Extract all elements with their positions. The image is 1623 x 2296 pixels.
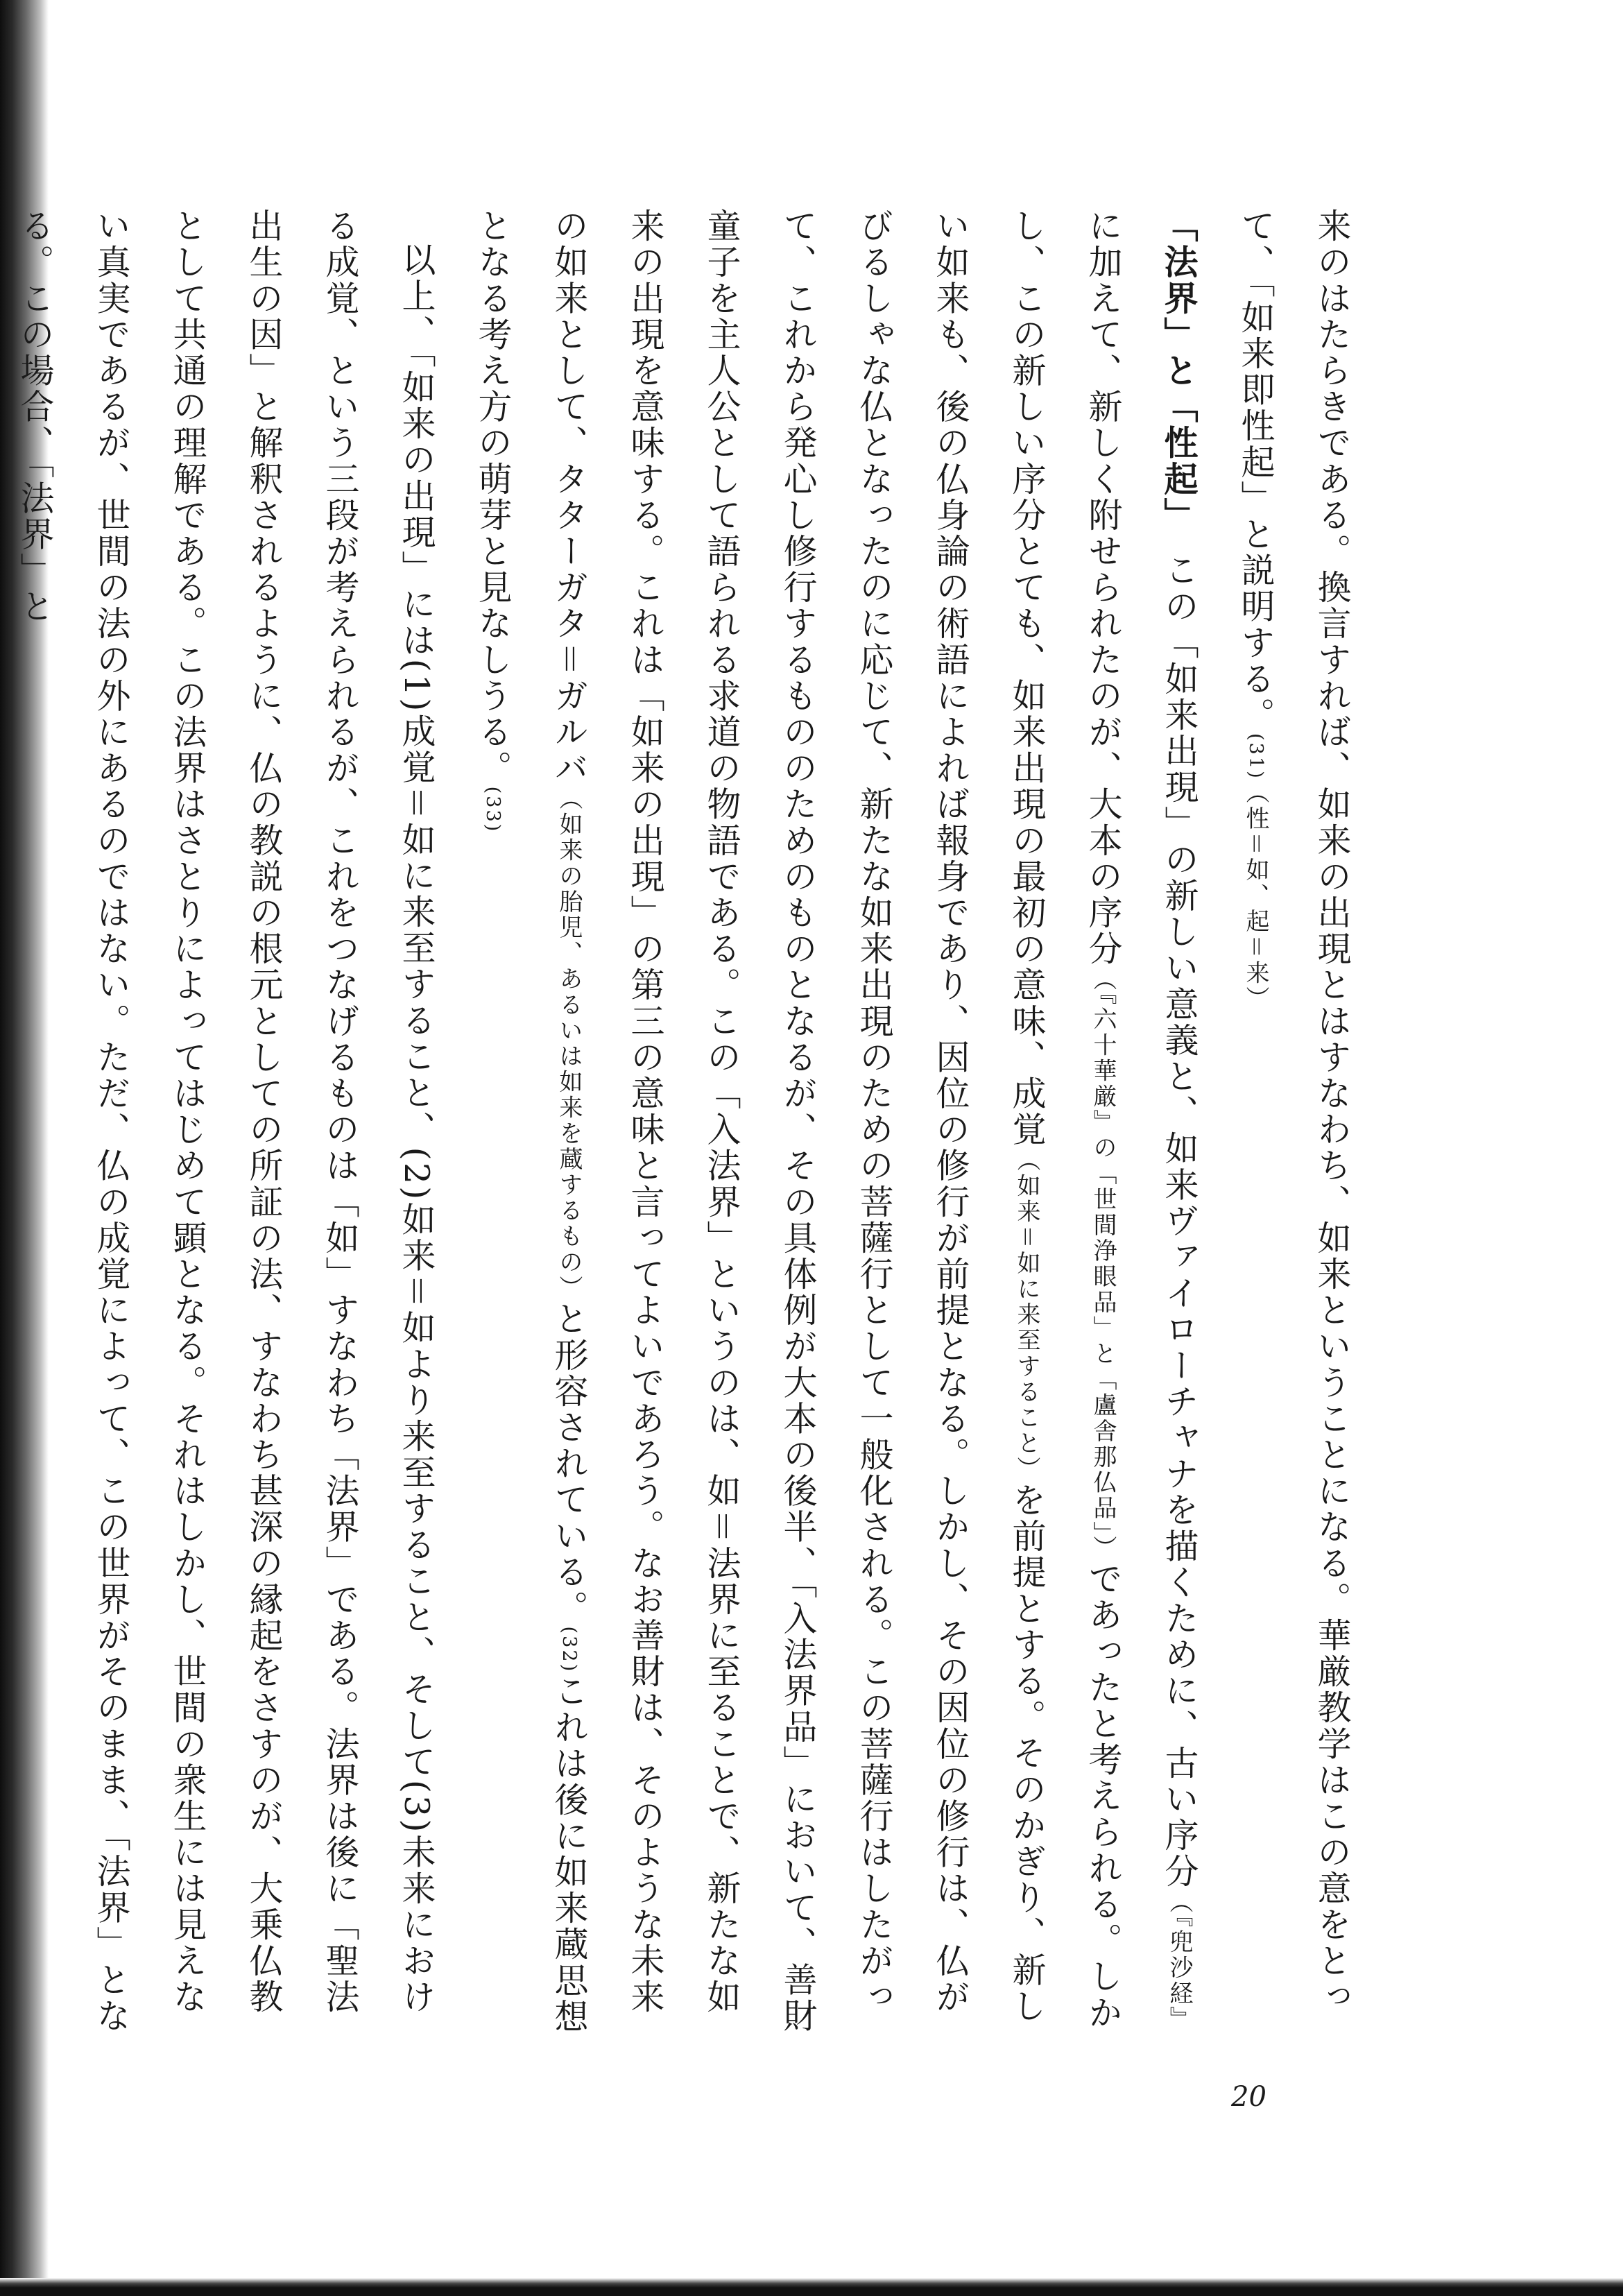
footnote-marker: (33)	[482, 786, 504, 834]
footnote-marker: (32)	[558, 1626, 580, 1674]
paragraph-p1	[1217, 208, 1370, 2039]
inline-gloss: （如来＝如に来至すること）	[1013, 1147, 1040, 1482]
inline-gloss: （『兜沙経』	[1165, 1890, 1193, 2032]
text-run: これは後に如来蔵思想となる考え方の萌芽と見なしうる。	[473, 208, 589, 2035]
text-run: であったと考えられる。しかし、この新しい序分とても、如来出現の最初の意味、成覚	[1007, 208, 1123, 2031]
text-run: に加えて、新しく附せられたのが、大本の序分	[1083, 208, 1123, 968]
text-run: を前提とする。そのかぎり、新しい如来も、後の仏身論の術語によれば報身であり、因位の修行が前提となる。しかし、その因位の修行は、仏がびるしゃな仏となったのに応じて、新たな如来出現のための菩薩行として一般化される。この菩薩行はしたがって、これから発心し修行するもののためのものとなるが、その具体例が大本の後半、「入法界品」において、善財童子を主人公として語られる求道の物語である。この「入法界」というのは、如＝法界に至ることで、新たな如来の出現を意味する。これは「如来の出現」の第三の意味と言ってよいであろう。なお善財は、そのような未来の如来として、タターガタ＝ガルバ	[549, 208, 1047, 2034]
paragraph-p3	[0, 208, 454, 2039]
text-run: と形容されている。	[549, 1301, 589, 1627]
paragraph-p2	[454, 208, 1217, 2039]
text-run: 来のはたらきである。換言すれば、如来の出現とはすなわち、如来ということになる。華厳教学はこの意をとって、「如来即性起」と説明する。	[1236, 208, 1352, 2015]
footnote-marker: (31)	[1245, 733, 1266, 780]
page-number: 20	[1231, 2081, 1266, 2113]
body-text	[15, 208, 1370, 2039]
scan-bottom-edge	[0, 2278, 1623, 2296]
inline-gloss: （『六十華厳』の「世間浄眼品」と「盧舎那仏品」）	[1089, 967, 1117, 1561]
text-run: この「如来出現」の新しい意義と、如来ヴァイローチャナを描くために、古い序分	[1160, 516, 1199, 1890]
section-heading: 「法界」と「性起」	[1159, 208, 1199, 517]
text-run: 以上、「如来の出現」には(1)成覚＝如に来至すること、(2)如来＝如より来至すること、そして(3)未来における成覚、という三段が考えられるが、これをつなげるものは「如」すなわち「法界」である。法界は後に「聖法出生の因」と解釈されるように、仏の教説の根元としての所証の法、すなわち甚深の縁起をさすのが、大乗仏教として共通の理解である。この法界はさとりによってはじめて顕となる。それはしかし、世間の衆生には見えない真実であるが、世間の法の外にあるのではない。ただ、仏の成覚によって、この世界がそのまま、「法界」となる。この場合、「法界」と	[15, 208, 436, 2034]
inline-gloss: （如来の胎児、あるいは如来を蔵するもの）	[555, 786, 583, 1301]
inline-gloss: （性＝如、起＝来）	[1242, 780, 1269, 1012]
